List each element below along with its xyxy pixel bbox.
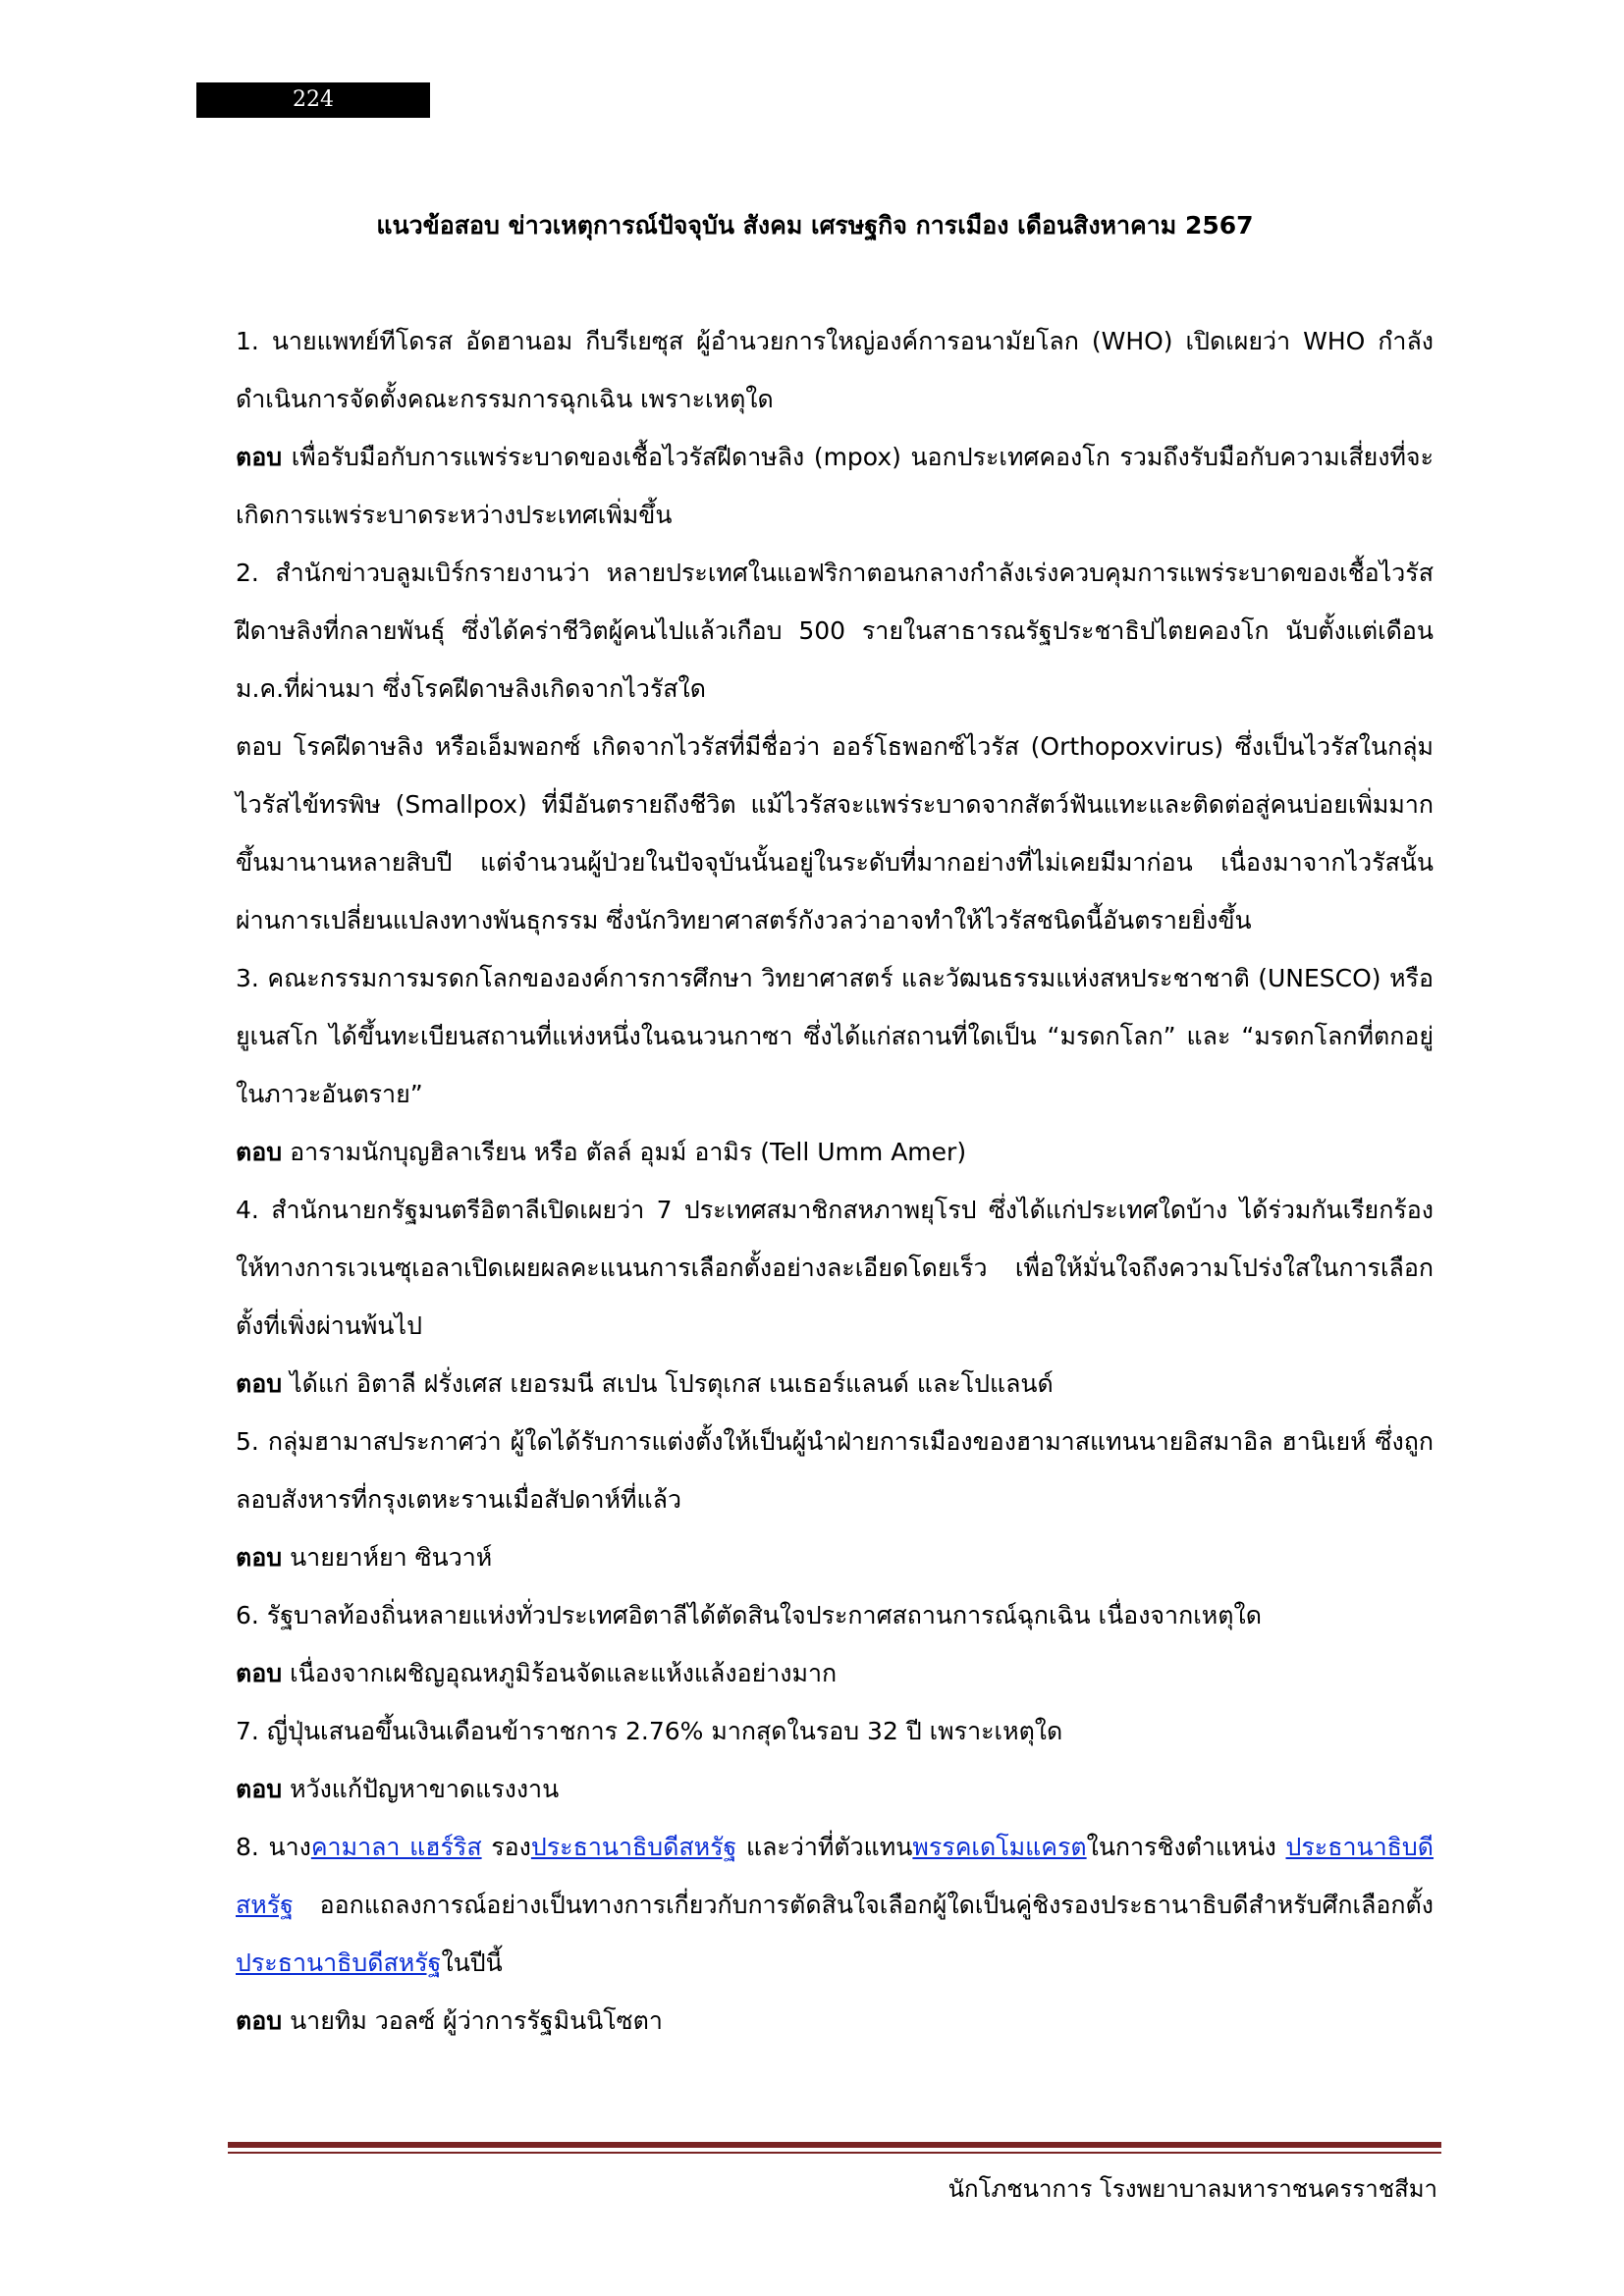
- answer-5: [236, 1528, 1434, 1586]
- footer-text: นักโภชนาการ โรงพยาบาลมหาราชนครราชสีมา: [947, 2175, 1437, 2203]
- answer-7: [236, 1760, 1434, 1818]
- answer-1: [236, 428, 1434, 544]
- answer-text: นายทิม วอลซ์ ผู้ว่าการรัฐมินนิโซตา: [282, 2006, 663, 2035]
- answer-8: [236, 1992, 1434, 2050]
- question-8-text: ออกแถลงการณ์อย่างเป็นทางการเกี่ยวกับการตัดสินใจเลือกผู้ใดเป็นคู่ชิงรองประธานาธิบดีสำหรับศึกเลือกตั้ง: [293, 1891, 1434, 1919]
- question-3: 3. คณะกรรมการมรดกโลกขององค์การการศึกษา วิทยาศาสตร์ และวัฒนธรรมแห่งสหประชาชาติ (UNESCO) หรือยูเนสโก ได้ขึ้นทะเบียนสถานที่แห่งหนึ่งในฉนวนกาซา ซึ่งได้แก่สถานที่ใดเป็น “มรดกโลก” และ “มรดกโลกที่ตกอยู่ในภาวะอันตราย”: [236, 964, 1434, 1108]
- answer-6: [236, 1644, 1434, 1702]
- answer-text: นายยาห์ยา ซินวาห์: [282, 1543, 493, 1572]
- answer-label: ตอบ: [236, 1138, 283, 1166]
- question-5: 5. กลุ่มฮามาสประกาศว่า ผู้ใดได้รับการแต่งตั้งให้เป็นผู้นำฝ่ายการเมืองของฮามาสแทนนายอิสมาอิล ฮานิเยห์ ซึ่งถูกลอบสังหารที่กรุงเตหะรานเมื่อสัปดาห์ที่แล้ว: [236, 1427, 1434, 1514]
- link-us-president[interactable]: ประธานาธิบดีสหรัฐ: [530, 1833, 737, 1861]
- question-8-text: และว่าที่ตัวแทน: [736, 1833, 913, 1861]
- answer-label: ตอบ: [236, 1369, 283, 1398]
- answer-label: ตอบ: [236, 443, 283, 471]
- answer-label: ตอบ: [236, 1775, 283, 1803]
- question-8-text: 8. นาง: [236, 1833, 311, 1861]
- question-8-text: รอง: [481, 1833, 531, 1861]
- answer-4: [236, 1355, 1434, 1413]
- link-democratic-party[interactable]: พรรคเดโมแครต: [912, 1833, 1087, 1861]
- page-number: 224: [196, 82, 430, 118]
- answer-text: เพื่อรับมือกับการแพร่ระบาดของเชื้อไวรัสฝีดาษลิง (mpox) นอกประเทศคองโก รวมถึงรับมือกับความเสี่ยงที่จะเกิดการแพร่ระบาดระหว่างประเทศเพิ่มขึ้น: [236, 443, 1434, 529]
- page-title: แนวข้อสอบ ข่าวเหตุการณ์ปัจจุบัน สังคม เศรษฐกิจ การเมือง เดือนสิงหาคาม 2567: [376, 211, 1254, 240]
- question-2: 2. สำนักข่าวบลูมเบิร์กรายงานว่า หลายประเทศในแอฟริกาตอนกลางกำลังเร่งควบคุมการแพร่ระบาดของเชื้อไวรัสฝีดาษลิงที่กลายพันธุ์ ซึ่งได้คร่าชีวิตผู้คนไปแล้วเกือบ 500 รายในสาธารณรัฐประชาธิปไตยคองโก นับตั้งแต่เดือนม.ค.ที่ผ่านมา ซึ่งโรคฝีดาษลิงเกิดจากไวรัสใด: [236, 559, 1434, 703]
- answer-text: เนื่องจากเผชิญอุณหภูมิร้อนจัดและแห้งแล้งอย่างมาก: [282, 1659, 838, 1687]
- answer-text: หวังแก้ปัญหาขาดแรงงาน: [282, 1775, 560, 1803]
- footer-divider-thin: [228, 2152, 1441, 2154]
- link-us-president[interactable]: ประธานาธิบดีสหรัฐ: [236, 1833, 1435, 1919]
- link-kamala-harris[interactable]: คามาลา แฮร์ริส: [310, 1833, 482, 1861]
- question-4: 4. สำนักนายกรัฐมนตรีอิตาลีเปิดเผยว่า 7 ประเทศสมาชิกสหภาพยุโรป ซึ่งได้แก่ประเทศใดบ้าง ได้ร่วมกันเรียกร้องให้ทางการเวเนซุเอลาเปิดเผยผลคะแนนการเลือกตั้งอย่างละเอียดโดยเร็ว เพื่อให้มั่นใจถึงความโปร่งใสในการเลือกตั้งที่เพิ่งผ่านพ้นไป: [236, 1196, 1434, 1340]
- answer-3: [236, 1123, 1434, 1181]
- answer-text: อารามนักบุญฮิลาเรียน หรือ ตัลล์ อุมม์ อามิร (Tell Umm Amer): [282, 1138, 967, 1166]
- answer-label: ตอบ: [236, 2006, 283, 2035]
- question-8-text: ในปีนี้: [441, 1949, 503, 1977]
- footer-divider: [228, 2142, 1441, 2148]
- question-1: 1. นายแพทย์ทีโดรส อัดฮานอม กีบรีเยซุส ผู้อำนวยการใหญ่องค์การอนามัยโลก (WHO) เปิดเผยว่า WHO กำลังดำเนินการจัดตั้งคณะกรรมการฉุกเฉิน เพราะเหตุใด: [236, 327, 1434, 413]
- answer-label: ตอบ: [236, 1659, 283, 1687]
- question-8-text: ในการชิงตำแหน่ง: [1086, 1833, 1286, 1861]
- question-8: [236, 1818, 1434, 1992]
- answer-2: ตอบ โรคฝีดาษลิง หรือเอ็มพอกซ์ เกิดจากไวรัสที่มีชื่อว่า ออร์โธพอกซ์ไวรัส (Orthopoxvirus) ซึ่งเป็นไวรัสในกลุ่มไวรัสไข้ทรพิษ (Smallpox) ที่มีอันตรายถึงชีวิต แม้ไวรัสจะแพร่ระบาดจากสัตว์ฟันแทะและติดต่อสู่คนบ่อยเพิ่มมากขึ้นมานานหลายสิบปี แต่จำนวนผู้ป่วยในปัจจุบันนั้นอยู่ในระดับที่มากอย่างที่ไม่เคยมีมาก่อน เนื่องมาจากไวรัสนั้นผ่านการเปลี่ยนแปลงทางพันธุกรรม ซึ่งนักวิทยาศาสตร์กังวลว่าอาจทำให้ไวรัสชนิดนี้อันตรายยิ่งขึ้น: [236, 732, 1434, 934]
- answer-label: ตอบ: [236, 1543, 283, 1572]
- question-6: 6. รัฐบาลท้องถิ่นหลายแห่งทั่วประเทศอิตาลีได้ตัดสินใจประกาศสถานการณ์ฉุกเฉิน เนื่องจากเหตุใด: [236, 1601, 1262, 1629]
- answer-text: ได้แก่ อิตาลี ฝรั่งเศส เยอรมนี สเปน โปรตุเกส เนเธอร์แลนด์ และโปแลนด์: [282, 1369, 1054, 1398]
- question-7: 7. ญี่ปุ่นเสนอขึ้นเงินเดือนข้าราชการ 2.76% มากสุดในรอบ 32 ปี เพราะเหตุใด: [236, 1717, 1063, 1745]
- link-us-president[interactable]: ประธานาธิบดีสหรัฐ: [236, 1949, 442, 1977]
- document-body: [236, 312, 1434, 2050]
